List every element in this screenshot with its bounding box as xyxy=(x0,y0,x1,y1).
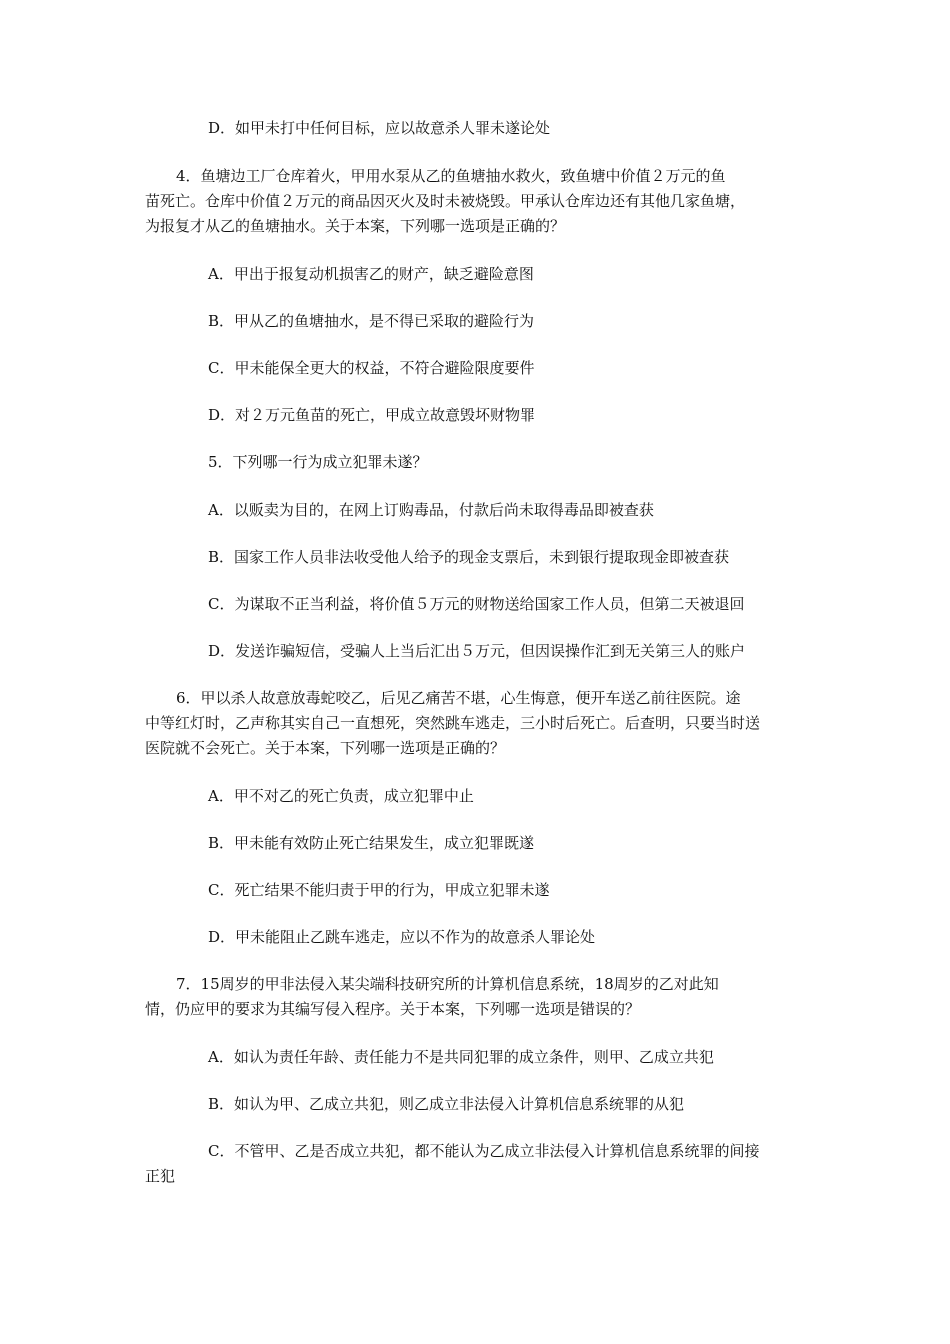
q4-stem-line-2: 苗死亡。仓库中价值２万元的商品因灭火及时未被烧毁。甲承认仓库边还有其他几家鱼塘， xyxy=(145,192,746,210)
q7-option-b: B．如认为甲、乙成立共犯，则乙成立非法侵入计算机信息系统罪的从犯 xyxy=(208,1095,685,1113)
q7-option-c-line-2: 正犯 xyxy=(145,1167,176,1185)
q5-stem: 5．下列哪一行为成立犯罪未遂？ xyxy=(208,453,428,471)
q4-option-d: D．对２万元鱼苗的死亡，甲成立故意毁坏财物罪 xyxy=(208,406,536,424)
q6-option-b: B．甲未能有效防止死亡结果发生，成立犯罪既遂 xyxy=(208,834,535,852)
q6-option-d: D．甲未能阻止乙跳车逃走，应以不作为的故意杀人罪论处 xyxy=(208,928,596,946)
q4-option-a: A．甲出于报复动机损害乙的财产，缺乏避险意图 xyxy=(208,265,534,283)
q3-option-d: D．如甲未打中任何目标，应以故意杀人罪未遂论处 xyxy=(208,119,551,137)
q6-stem-line-1: 6．甲以杀人故意放毒蛇咬乙，后见乙痛苦不堪，心生悔意，便开车送乙前往医院。途 xyxy=(176,689,741,707)
q5-option-b: B．国家工作人员非法收受他人给予的现金支票后，未到银行提取现金即被查获 xyxy=(208,548,730,566)
q7-option-a: A．如认为责任年龄、责任能力不是共同犯罪的成立条件，则甲、乙成立共犯 xyxy=(208,1048,714,1066)
q6-stem-line-3: 医院就不会死亡。关于本案，下列哪一选项是正确的？ xyxy=(145,739,506,757)
q4-option-c: C．甲未能保全更大的权益，不符合避险限度要件 xyxy=(208,359,535,377)
q6-option-c: C．死亡结果不能归责于甲的行为，甲成立犯罪未遂 xyxy=(208,881,550,899)
q5-option-c: C．为谋取不正当利益，将价值５万元的财物送给国家工作人员，但第二天被退回 xyxy=(208,595,745,613)
q6-stem-line-2: 中等红灯时，乙声称其实自己一直想死，突然跳车逃走，三小时后死亡。后查明，只要当时送 xyxy=(145,714,761,732)
q5-option-a: A．以贩卖为目的，在网上订购毒品，付款后尚未取得毒品即被查获 xyxy=(208,501,654,519)
q7-stem-line-2: 情，仍应甲的要求为其编写侵入程序。关于本案，下列哪一选项是错误的？ xyxy=(145,1000,641,1018)
q6-option-a: A．甲不对乙的死亡负责，成立犯罪中止 xyxy=(208,787,474,805)
q5-option-d: D．发送诈骗短信，受骗人上当后汇出５万元，但因误操作汇到无关第三人的账户 xyxy=(208,642,746,660)
q4-stem-line-3: 为报复才从乙的鱼塘抽水。关于本案，下列哪一选项是正确的？ xyxy=(145,217,566,235)
q7-option-c-line-1: C．不管甲、乙是否成立共犯，都不能认为乙成立非法侵入计算机信息系统罪的间接 xyxy=(208,1142,760,1160)
q4-stem-line-1: 4．鱼塘边工厂仓库着火，甲用水泵从乙的鱼塘抽水救火，致鱼塘中价值２万元的鱼 xyxy=(176,167,726,185)
q7-stem-line-1: 7．15周岁的甲非法侵入某尖端科技研究所的计算机信息系统，18周岁的乙对此知 xyxy=(176,975,719,993)
q4-option-b: B．甲从乙的鱼塘抽水，是不得已采取的避险行为 xyxy=(208,312,535,330)
